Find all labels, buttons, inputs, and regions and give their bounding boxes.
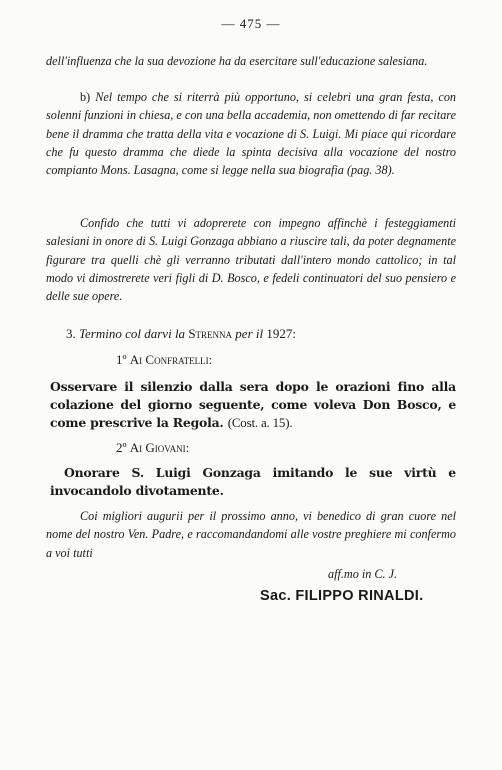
page-number: — 475 — [221, 16, 281, 31]
item-3-pre: Termino col darvi la [79, 326, 186, 341]
section-2-body: Onorare S. Luigi Gonzaga imitando le sue virtù e invocandolo divotamente. [50, 465, 456, 498]
section-1-heading [116, 352, 416, 368]
item-3 [66, 325, 466, 343]
section-1-ref: (Cost. a. 15). [227, 415, 293, 430]
paragraph-confido: Confido che tutti vi adoprerete con impegno affinchè i festeggiamenti salesiani in onore di S. Luigi Gonzaga abbiano a riuscire tali, da poter degnamente figurare tra quelli chè gli verranno tributati dall'intero mondo cattolico; in tal modo vi dimostrerete veri figli di D. Bosco, e fedeli continuatori del suo pensiero e delle sue opere. [46, 216, 456, 304]
paragraph-b-ref: (pag. 38). [346, 163, 395, 178]
paragraph-b-text: Nel tempo che si riterrà più opportuno, si celebri una gran festa, con solenni funzioni in chiesa, e con una bella accademia, non omettendo di far recitare bene il dramma che tratta della vita e vocazione di S. Luigi. Mi piace qui ricordare che fu questo dramma che diede la spinta decisiva alla vocazione del nostro compianto Mons. Lasagna, come si legge nella sua biografia [46, 90, 457, 178]
item-3-number: 3. [66, 326, 76, 341]
paragraph-b-label: b) [80, 90, 91, 104]
section-1-number: 1º [116, 352, 127, 367]
item-3-per: per il [235, 326, 264, 341]
paragraph-continuation: dell'influenza che la sua devozione ha da esercitare sull'educazione salesiana. [46, 54, 428, 68]
paragraph-b [46, 88, 456, 179]
section-2-heading [116, 440, 416, 456]
item-3-strenna: Strenna [188, 326, 233, 341]
section-2-number: 2º [116, 440, 127, 455]
section-1-body [50, 378, 456, 432]
section-2-title: Ai Giovani: [129, 440, 190, 455]
section-1-title: Ai Confratelli: [129, 352, 213, 367]
signature: Sac. FILIPPO RINALDI. [260, 588, 424, 604]
item-3-year: 1927: [266, 326, 296, 341]
section-1-text: Osservare il silenzio dalla sera dopo le orazioni fino alla colazione del giorno seguente, come voleva Don Bosco, e come prescrive la Regola. [50, 379, 456, 430]
closing-paragraph: Coi migliori augurii per il prossimo anno, vi benedico di gran cuore nel nome del nostro Ven. Padre, e raccomandandomi alle vostre preghiere mi confermo a voi tutti [46, 509, 456, 560]
closing-affectionate: aff.mo in C. J. [328, 567, 398, 581]
